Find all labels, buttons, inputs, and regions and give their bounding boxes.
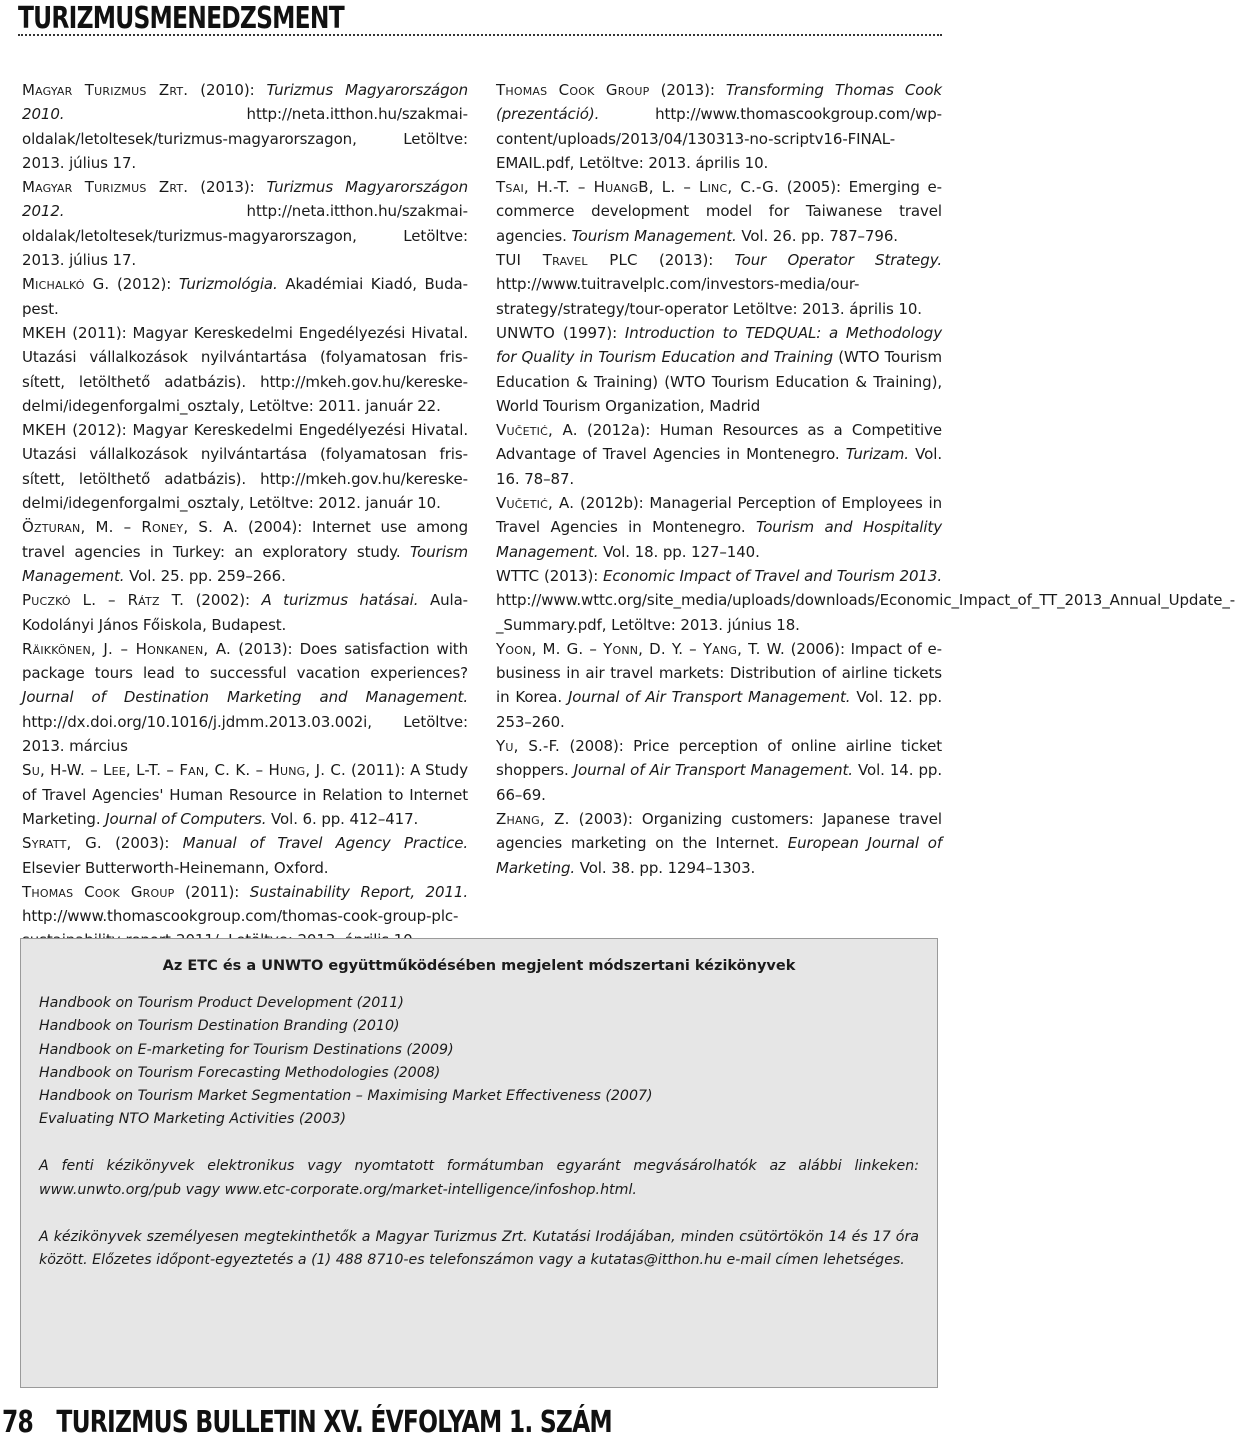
reference-text: (2002): [184,591,262,610]
reference-details: Vol. 16. 78–87. [496,445,942,488]
reference-entry [496,491,942,564]
handbook-item: Evaluating NTO Marketing Activities (2003) [39,1111,347,1128]
reference-author: Yu, S.-F. [496,737,561,756]
reference-author: Michalkó G. [22,275,110,294]
handbook-item: Handbook on Tourism Market Segmentation – Maximising Market Effectiveness (2007) [39,1088,653,1105]
reference-author: TUI Travel PLC [496,251,638,270]
reference-details: Vol. 25. pp. 259–266. [124,566,286,585]
handbook-item: Handbook on Tourism Forecasting Methodologies (2008) [39,1064,441,1081]
reference-entry [22,515,468,588]
reference-text: (2013): [649,81,726,99]
reference-details: http://www.thomascookgroup.com/wp-content/uploads/2013/04/130313-no-scriptv16-FINAL-EMAIL.pdf, Letöltve: 2013. április 10. [496,105,942,172]
publication-name: TURIZMUS BULLETIN XV. ÉVFOLYAM 1. SZÁM [56,1405,612,1440]
reference-details: http://www.wttc.org/site_media/uploads/downloads/Economic_Impact_of_TT_2013_Annual_Update_-_Summary.pdf, Letöltve: 2013. június 18. [496,591,1235,634]
reference-author: MKEH [22,421,67,440]
reference-title: Introduction to TEDQUAL: a Methodology for Quality in Tourism Education and Training [496,323,942,367]
reference-entry [22,758,468,831]
reference-text: (2012b): Managerial Perception of Employees in Travel Agencies in Montenegro. [496,494,943,537]
header-divider [18,34,942,36]
reference-text: (2013): [637,251,735,270]
reference-title: Tourism Management. [22,542,468,585]
reference-entry [496,78,942,175]
reference-entry [496,418,942,491]
reference-details: Akadémiai Kiadó, Budapest. [22,275,469,318]
reference-text: (2012a): Human Resources as a Competitive Advantage of Travel Agencies in Montenegro. [496,421,942,464]
handbooks-info-box [20,938,938,1388]
reference-details: http://neta.itthon.hu/szakmai-oldalak/letoltesek/turizmus-magyarorszagon, Letöltve: 2013. július 17. [22,202,468,270]
reference-text: (2008): Price perception of online airline ticket shoppers. [496,737,942,780]
reference-author: Su, H-W. – Lee, L-T. – Fan, C. K. – Hung, J. C. [22,761,347,780]
reference-entry [22,78,468,175]
reference-text: (2013): [188,178,267,197]
reference-text: (2011): Magyar Kereskedelmi Engedélyezési Hivatal. Utazási vállalkozások nyilvántartása (folyamatosan frissített, letölthető adatbázis). http://mkeh.gov.hu/kereskedelmi/idegenforgalmi_osztaly, Letöltve: 2011. január 22. [22,323,468,415]
reference-details: http://dx.doi.org/10.1016/j.jdmm.2013.03.002i, Letöltve: 2013. március [22,712,468,756]
reference-title: Economic Impact of Travel and Tourism 2013. [602,566,942,585]
reference-title: European Journal of Marketing. [496,834,942,877]
reference-text: (2013): [539,566,603,585]
reference-title: Tourism Management. [571,226,737,245]
references-left-column [22,78,468,953]
reference-text: (2012): [109,275,179,294]
reference-author: UNWTO [496,323,556,342]
reference-details: Vol. 14. pp. 66–69. [496,761,942,804]
reference-entry [22,637,468,758]
reference-author: Yoon, M. G. – Yonn, D. Y. – Yang, T. W. [496,639,785,658]
handbook-item: Handbook on Tourism Product Development (2011) [39,995,404,1012]
page-header [18,0,942,40]
reference-author: Thomas Cook Group [496,81,650,99]
reference-entry [496,734,942,807]
reference-entry [496,807,942,880]
handbook-item: Handbook on E-marketing for Tourism Destinations (2009) [39,1041,454,1058]
purchase-note: A fenti kézikönyvek elektronikus vagy nyomtatott formátumban egyaránt megvásárolhatók az alábbi linkeken: www.unwto.org/pub vagy www.etc-corporate.org/market-intelligence/infoshop.html. [39,1158,919,1198]
reference-text: (1997): [555,323,625,342]
reference-title: Turizmus Magyarországon 2012. [22,178,468,221]
reference-details: http://www.tuitravelplc.com/investors-media/our-strategy/strategy/tour-operator Letöltve: 2013. április 10. [496,275,922,318]
reference-title: Turizam. [845,445,909,464]
reference-title: Sustainability Report, 2011. [249,882,468,901]
footer-text [2,1404,612,1442]
reference-details: Vol. 6. pp. 412–417. [266,809,419,828]
handbook-item: Handbook on Tourism Destination Branding (2010) [39,1018,400,1035]
reference-entry [496,248,942,321]
reference-author: Räikkönen, J. – Honkanen, A. [22,639,232,658]
reference-details: (WTO Tourism Education & Training) (WTO Tourism Education & Training), World Tourism Organization, Madrid [496,348,943,415]
reference-title: Journal of Air Transport Management. [573,761,853,780]
reference-entry [22,272,468,321]
reference-text: (2004): Internet use among travel agencies in Turkey: an exploratory study. [22,518,468,561]
reference-title: A turizmus hatásai. [261,591,419,610]
reference-author: Magyar Turizmus Zrt. [22,178,189,197]
section-title: TURIZMUSMENEDZSMENT [18,1,344,36]
reference-author: MKEH [22,323,67,342]
reference-entry [496,637,942,734]
reference-text: (2010): [188,81,267,99]
box-title: Az ETC és a UNWTO együttműködésében megjelent módszertani kézikönyvek [162,958,796,974]
reference-author: Vučetić, A. [496,494,575,513]
reference-text: (2011): [174,882,250,901]
reference-details: Vol. 18. pp. 127–140. [598,542,760,561]
reference-text: (2006): Impact of e-business in air travel markets: Distribution of airline tickets in Korea. [496,639,942,707]
reference-author: Magyar Turizmus Zrt. [22,81,189,99]
reference-details: Elsevier Butterworth-Heinemann, Oxford. [22,858,329,877]
reference-entry [496,321,942,418]
reference-author: Özturan, M. – Roney, S. A. [22,518,239,537]
page-footer [0,1404,960,1444]
reference-details: Aula-Kodolányi János Főiskola, Budapest. [22,591,468,634]
reference-author: WTTC [496,566,540,585]
reference-entry [22,588,468,637]
reference-title: Journal of Computers. [105,809,267,828]
reference-entry [22,175,468,272]
reference-title: Tourism and Hospitality Management. [496,518,942,561]
reference-author: Puczkó L. – Rátz T. [22,591,185,610]
reference-text: (2013): Does satisfaction with package tours lead to successful vacation experiences? [22,639,468,683]
reference-title: Transforming Thomas Cook (prezentáció). [496,81,942,124]
handbook-list [39,992,919,1131]
reference-details: Vol. 12. pp. 253–260. [496,688,942,731]
reference-author: Zhang, Z. [496,809,570,828]
reference-text: (2012): Magyar Kereskedelmi Engedélyezési Hivatal. Utazási vállalkozások nyilvántartása (folyamatosan frissített, letölthető adatbázis). http://mkeh.gov.hu/kereskedelmi/idegenforgalmi_osztaly, Letöltve: 2012. január 10. [22,421,468,513]
reference-title: Turizmus Magyarországon 2010. [22,81,468,124]
reference-entry [22,831,468,880]
reference-details: http://neta.itthon.hu/szakmai-oldalak/letoltesek/turizmus-magyarorszagon, Letöltve: 2013. július 17. [22,105,468,172]
reference-text: (2003): [101,834,183,853]
reference-title: Tour Operator Strategy. [734,251,942,270]
reference-author: Syratt, G. [22,834,102,853]
reference-text: (2011): A Study of Travel Agencies' Human Resource in Relation to Internet Marketing. [22,761,468,828]
reference-entry [496,564,1235,637]
reference-entry [22,418,468,515]
reference-author: Tsai, H.-T. – HuangB, L. – Linc, C.-G. [496,178,779,197]
reference-author: Thomas Cook Group [22,882,175,901]
reference-details: Vol. 26. pp. 787–796. [736,226,898,245]
viewing-note: A kézikönyvek személyesen megtekinthetők a Magyar Turizmus Zrt. Kutatási Irodájában, minden csütörtökön 14 és 17 óra között. Előzetes időpont-egyeztetés a (1) 488 8710-es telefonszámon vagy a kutatas@itthon.hu e-mail címen lehetséges. [39,1228,919,1269]
reference-text: (2003): Organizing customers: Japanese travel agencies marketing on the Internet. [496,809,942,853]
reference-entry [22,321,468,418]
references-right-column [496,78,1235,880]
reference-entry [496,175,942,248]
reference-details: http://www.thomascookgroup.com/thomas-cook-group-plc- [22,907,459,926]
reference-title: Journal of Destination Marketing and Management. [22,688,468,707]
reference-title: Manual of Travel Agency Practice. [182,834,468,853]
reference-title: Turizmológia. [178,275,278,294]
reference-details: Vol. 38. pp. 1294–1303. [575,858,756,877]
reference-title: Journal of Air Transport Management. [567,688,851,707]
page-number: 78 [2,1405,34,1440]
reference-author: Vučetić, A. [496,421,578,440]
reference-text: (2005): Emerging e-commerce development model for Taiwanese travel agencies. [496,178,942,245]
